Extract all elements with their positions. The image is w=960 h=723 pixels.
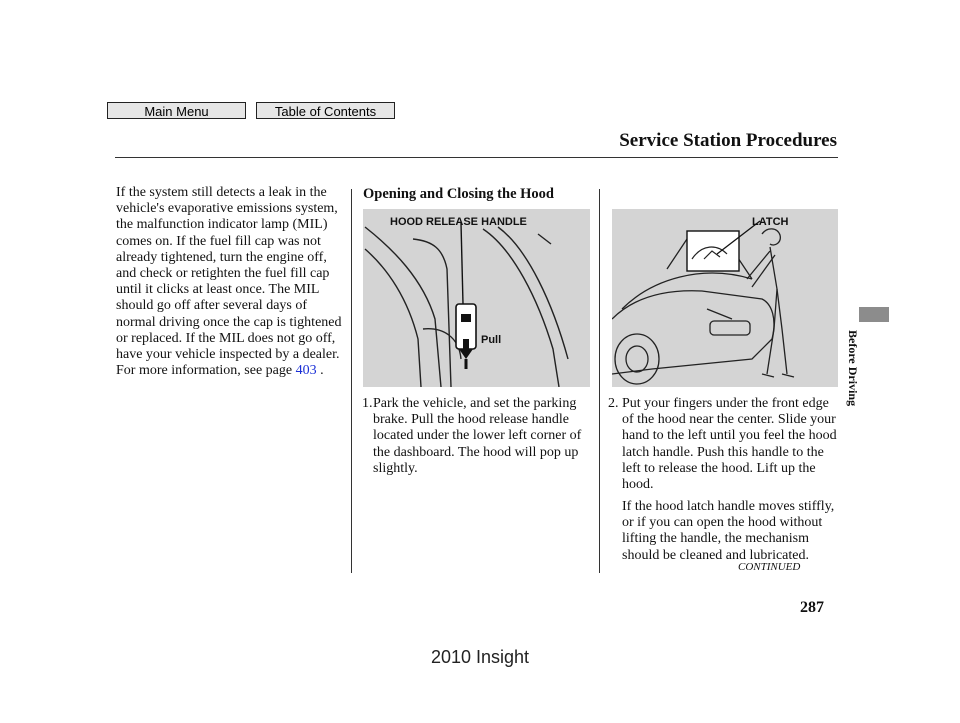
paragraph-text: If the system still detects a leak in the vehicle's evaporative emissions system, the malfunction indicator lamp (MIL) comes on. If the fuel fill cap was not already tightened, turn the engine off, and check or retighten the fuel fill cap until it clicks at least once. The MIL should go off after several days of normal driving once the cap is tightened or replaced. If the MIL does not go off, have your vehicle inspected by a dealer. For more information, see page	[116, 185, 342, 379]
page-number: 287	[800, 599, 824, 616]
section-title: Service Station Procedures	[619, 130, 837, 151]
hood-latch-illustration	[612, 209, 838, 387]
column-divider	[351, 189, 352, 573]
main-menu-button[interactable]: Main Menu	[107, 102, 246, 119]
step-1-text: Park the vehicle, and set the parking brake. Pull the hood release handle located under the lower left corner of the dashboard. The hood will pop up slightly.	[373, 396, 582, 476]
pull-label: Pull	[481, 334, 502, 346]
step-1-number: 1.	[362, 396, 373, 411]
paragraph-trailing: .	[316, 363, 324, 379]
continued-label: CONTINUED	[738, 561, 801, 573]
car-and-person-drawing	[612, 209, 838, 387]
column-divider	[599, 189, 600, 573]
section-tab-marker	[859, 307, 889, 322]
header-rule	[115, 157, 838, 158]
side-tab-label: Before Driving	[846, 330, 860, 407]
evap-leak-paragraph	[116, 185, 344, 379]
table-of-contents-button[interactable]: Table of Contents	[256, 102, 395, 119]
hood-latch-note: If the hood latch handle moves stiffly, or if you can open the hood without lifting the handle, the mechanism should be cleaned and lubricated.	[622, 499, 835, 563]
hood-section-heading: Opening and Closing the Hood	[363, 186, 554, 202]
latch-label: LATCH	[752, 216, 789, 228]
hood-release-handle-illustration	[363, 209, 590, 387]
step-2-number: 2.	[608, 396, 619, 411]
footer-model-label: 2010 Insight	[430, 647, 530, 667]
page-403-link[interactable]: 403	[295, 363, 317, 379]
step-2-text: Put your fingers under the front edge of the hood near the center. Slide your hand to the left until you feel the hood latch handle. Push this handle to the left to release the hood. Lift up the hood.	[622, 396, 837, 493]
dashboard-drawing	[363, 209, 590, 387]
hood-release-handle-label: HOOD RELEASE HANDLE	[390, 216, 527, 228]
